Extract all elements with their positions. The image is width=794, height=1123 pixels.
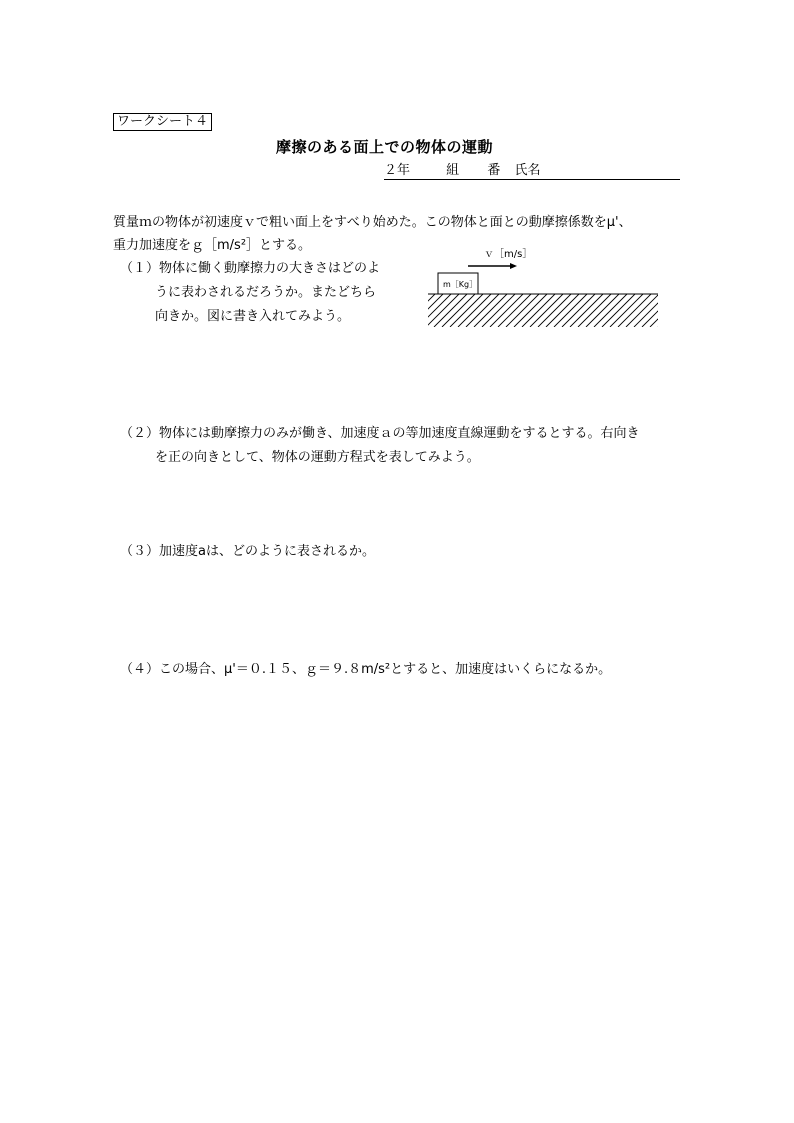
block-label: m［Kg］ [443,280,478,289]
hatch-line [490,294,523,327]
hatch-line [642,294,662,327]
velocity-arrow [468,263,517,269]
ground-hatching [426,294,662,327]
hatch-line [650,294,662,327]
hatch-line [626,294,659,327]
hatch-line [522,294,555,327]
hatch-line [426,294,459,327]
name-label: 氏名 [514,163,541,178]
hatch-line [530,294,563,327]
hatch-line [618,294,651,327]
hatch-line [442,294,475,327]
student-info-line [384,162,680,180]
hatch-line [546,294,579,327]
hatch-line [458,294,491,327]
hatch-line [506,294,539,327]
block [438,273,478,294]
hatch-line [482,294,515,327]
page-title: 摩擦のある面上での物体の運動 [276,138,494,156]
hatch-line [498,294,531,327]
hatch-line [554,294,587,327]
question-2-line-2: を正の向きとして、物体の運動方程式を表してみよう。 [155,450,480,465]
question-4: （４）この場合、μ'＝０.１５、ｇ＝９.８m/s²とすると、加速度はいくらになるか。 [120,662,612,677]
hatch-line [450,294,483,327]
hatch-line [578,294,611,327]
hatch-line [434,294,467,327]
class-label: 組 [446,163,460,178]
question-1-line-1: （１）物体に働く動摩擦力の大きさはどのよ [120,261,381,276]
velocity-label: ｖ［m/s］ [484,249,533,260]
hatch-line [658,294,662,327]
question-1-line-2: うに表わされるだろうか。またどちら [155,285,377,300]
question-2-line-1: （２）物体には動摩擦力のみが働き、加速度ａの等加速度直線運動をするとする。右向き [120,426,640,441]
hatch-line [538,294,571,327]
intro-line-2: 重力加速度をｇ［m/s²］とする。 [113,238,312,253]
hatch-line [426,294,427,327]
friction-diagram [426,244,662,330]
intro-line-1: 質量ｍの物体が初速度ｖで粗い面上をすべり始めた。この物体と面との動摩擦係数をμ'、 [113,215,632,230]
grade-label: ２年 [384,163,411,178]
hatch-line [474,294,507,327]
hatch-line [570,294,603,327]
question-1-line-3: 向きか。図に書き入れてみよう。 [155,309,351,324]
hatch-line [514,294,547,327]
hatch-line [466,294,499,327]
number-label: 番 [487,163,501,178]
hatch-line [562,294,595,327]
hatch-line [594,294,627,327]
question-3: （３）加速度aは、どのように表されるか。 [120,544,375,559]
hatch-line [602,294,635,327]
hatch-line [586,294,619,327]
worksheet-label: ワークシート４ [113,113,212,131]
hatch-line [610,294,643,327]
